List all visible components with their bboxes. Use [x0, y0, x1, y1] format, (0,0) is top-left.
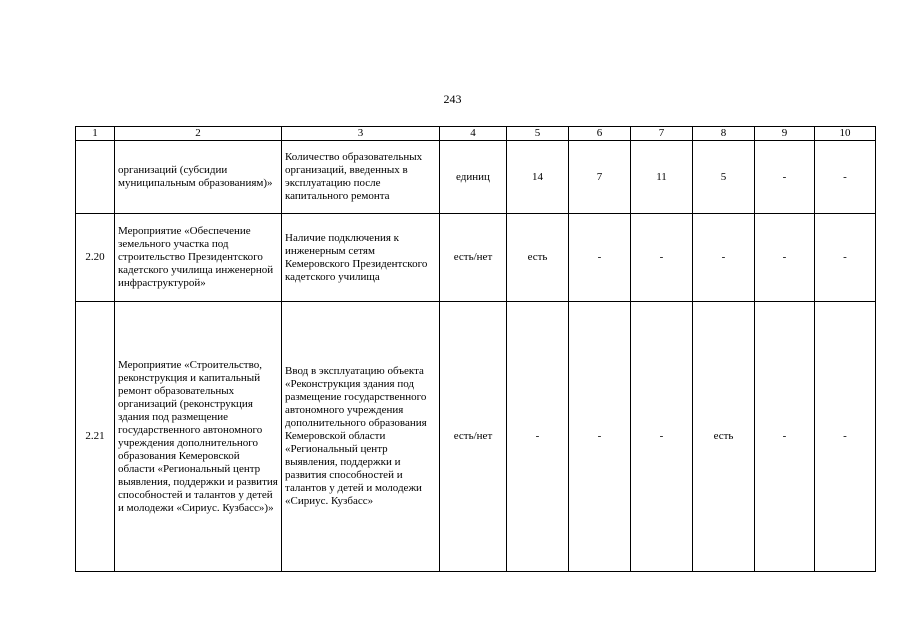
- value-cell: -: [755, 302, 815, 572]
- unit-cell: единиц: [440, 141, 507, 214]
- column-header: 1: [76, 127, 115, 141]
- value-cell: -: [569, 302, 631, 572]
- value-cell: -: [755, 141, 815, 214]
- row-number: 2.20: [76, 214, 115, 302]
- value-cell: -: [755, 214, 815, 302]
- value-cell: есть: [507, 214, 569, 302]
- indicator-name: Количество образовательных организаций, введенных в эксплуатацию после капитального ремонта: [282, 141, 440, 214]
- indicators-table: [75, 126, 876, 572]
- value-cell: 14: [507, 141, 569, 214]
- column-header: 10: [815, 127, 876, 141]
- unit-cell: есть/нет: [440, 302, 507, 572]
- indicator-name: Наличие подключения к инженерным сетям Кемеровского Президентского кадетского училища: [282, 214, 440, 302]
- row-number: [76, 141, 115, 214]
- table-row: [76, 141, 876, 214]
- value-cell: 7: [569, 141, 631, 214]
- column-header: 5: [507, 127, 569, 141]
- value-cell: -: [815, 302, 876, 572]
- value-cell: -: [569, 214, 631, 302]
- value-cell: -: [631, 214, 693, 302]
- column-header: 8: [693, 127, 755, 141]
- column-header: 4: [440, 127, 507, 141]
- row-number: 2.21: [76, 302, 115, 572]
- measure-name: организаций (субсидии муниципальным образованиям)»: [115, 141, 282, 214]
- value-cell: -: [693, 214, 755, 302]
- column-header: 9: [755, 127, 815, 141]
- unit-cell: есть/нет: [440, 214, 507, 302]
- column-number-row: [76, 127, 876, 141]
- column-header: 7: [631, 127, 693, 141]
- measure-name: Мероприятие «Обеспечение земельного участка под строительство Президентского кадетского училища инженерной инфраструктурой»: [115, 214, 282, 302]
- value-cell: 5: [693, 141, 755, 214]
- indicator-name: Ввод в эксплуатацию объекта «Реконструкция здания под размещение государственного автономного учреждения дополнительного образования Кемеровской области «Региональный центр выявления, поддержки и развития способностей и талантов у детей и молодежи «Сириус. Кузбасс»: [282, 302, 440, 572]
- column-header: 3: [282, 127, 440, 141]
- value-cell: -: [815, 141, 876, 214]
- value-cell: -: [815, 214, 876, 302]
- measure-name: Мероприятие «Строительство, реконструкция и капитальный ремонт образовательных организаций (реконструкция здания под размещение государственного автономного учреждения дополнительного образования Кемеровской области «Региональный центр выявления, поддержки и развития способностей и талантов у детей и молодежи «Сириус. Кузбасс»)»: [115, 302, 282, 572]
- page-number: 243: [443, 92, 462, 106]
- value-cell: 11: [631, 141, 693, 214]
- column-header: 2: [115, 127, 282, 141]
- value-cell: есть: [693, 302, 755, 572]
- value-cell: -: [507, 302, 569, 572]
- column-header: 6: [569, 127, 631, 141]
- table-row: [76, 302, 876, 572]
- table-row: [76, 214, 876, 302]
- value-cell: -: [631, 302, 693, 572]
